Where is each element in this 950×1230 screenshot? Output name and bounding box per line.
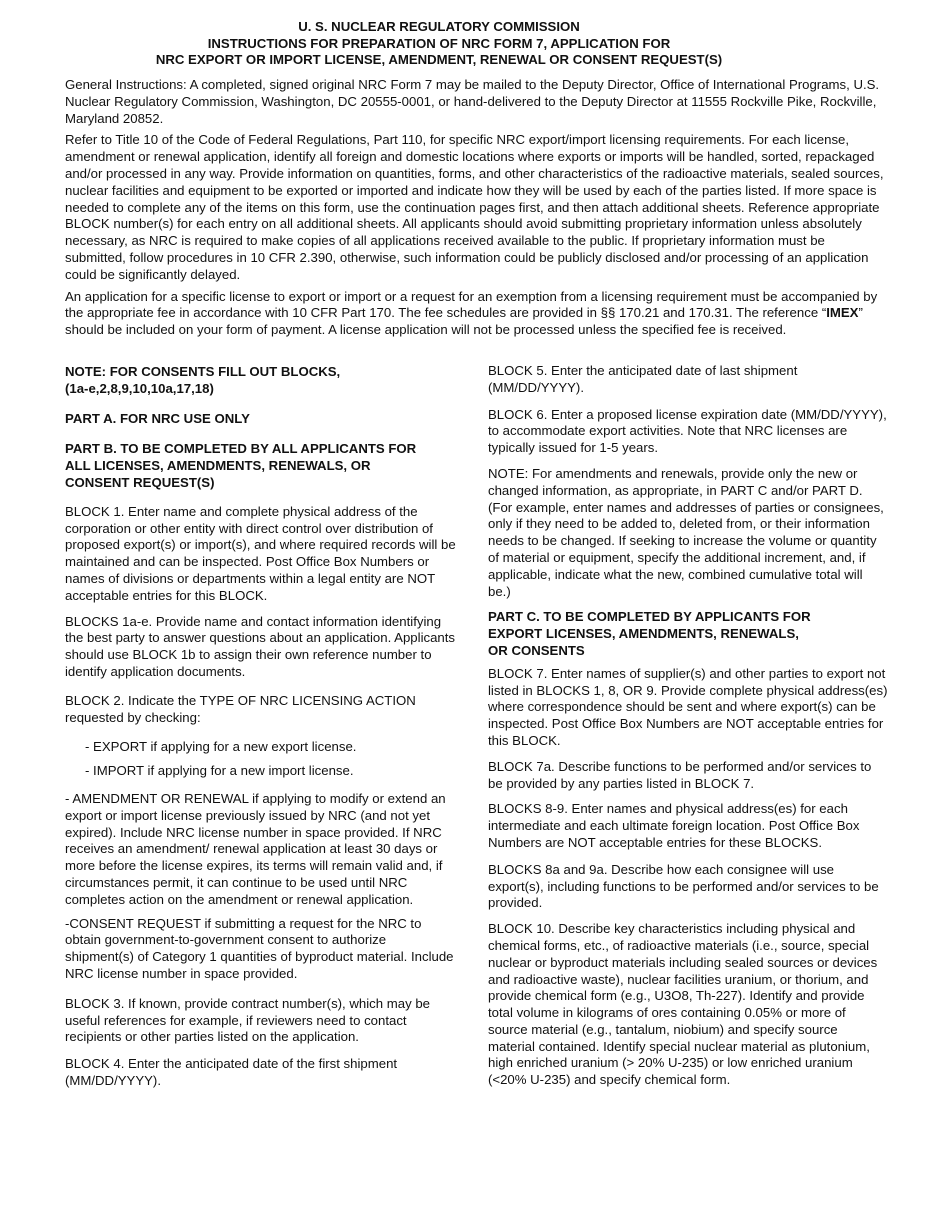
part-a-heading: PART A. FOR NRC USE ONLY xyxy=(65,410,250,426)
block-1: BLOCK 1. Enter name and complete physical address of the corporation or other entity with direct control over distribution of proposed export(s) or import(s), and where required records will be maintained and can be inspected. Post Office Box Numbers or names of divisions or departments within a legal entity are NOT acceptable entries for this BLOCK. xyxy=(65,503,456,603)
blocks-1a-e: BLOCKS 1a-e. Provide name and contact information identifying the best party to answer questions about an application. Applicants should use BLOCK 1b to assign their own reference number to identify application documents. xyxy=(65,613,456,679)
blocks-8a-9a: BLOCKS 8a and 9a. Describe how each consignee will use export(s), including functions to be performed and/or services to be provided. xyxy=(488,861,879,911)
block-2: BLOCK 2. Indicate the TYPE OF NRC LICENSING ACTION requested by checking: xyxy=(65,692,416,725)
right-column xyxy=(488,363,888,1089)
left-column xyxy=(65,363,457,1090)
import-option: - IMPORT if applying for a new import license. xyxy=(85,763,354,779)
amendment-renewal-option: - AMENDMENT OR RENEWAL if applying to modify or extend an export or import license previously issued by NRC (and not yet expired). Include NRC license number in space provided. If NRC receives an amendment/ renewal application at least 30 days or more before the license expires, its terms will remain valid and, if circumstances permit, it can continue to be used until NRC completes action on the amendment or renewal application. xyxy=(65,790,446,907)
block-10: BLOCK 10. Describe key characteristics including physical and chemical forms, etc., of radioactive materials (i.e., source, special nuclear or byproduct materials including sealed sources or devices and radioactive waste), nuclear facilities uranium, or thorium, and provide chemical form (e.g., U3O8, Th-227). Identify and provide total volume in kilograms of ores containing 0.05% or more of source material (e.g., tantalum, niobium) and specify source material contained. Identify special nuclear material as plutonium, high enriched uranium (> 20% U-235) or low enriched uranium (<20% U-235) and specify chemical form. xyxy=(488,921,878,1088)
imex-reference: IMEX xyxy=(826,305,859,321)
export-option: - EXPORT if applying for a new export license. xyxy=(85,739,357,755)
consent-request-option: -CONSENT REQUEST if submitting a request for the NRC to obtain government-to-government consent to authorize shipment(s) of Category 1 quantities of byproduct material. Include NRC license number in space provided. xyxy=(65,915,454,981)
block-6: BLOCK 6. Enter a proposed license expiration date (MM/DD/YYYY), to accommodate export activities. Note that NRC licenses are typically issued for 1-5 years. xyxy=(488,406,887,456)
form-subtitle: NRC EXPORT OR IMPORT LICENSE, AMENDMENT, RENEWAL OR CONSENT REQUEST(S) xyxy=(155,52,723,67)
block-3: BLOCK 3. If known, provide contract number(s), which may be useful references for example, if reviewers need to contact recipients or other parties listed on the application. xyxy=(65,995,431,1045)
refer-paragraph: Refer to Title 10 of the Code of Federal Regulations, Part 110, for specific NRC export/import licensing requirements. For each license, amendment or renewal application, identify all foreign and domestic locations where exports or imports will be handled, sorted, repackaged and/or processed in any way. Provide information on quantities, forms, and other characteristics of the radioactive materials, sealed sources, nuclear facilities and equipment to be exported or imported and indicate how they will be used by each of the parties listed. If more space is needed to complete any of the items on this form, use the continuation pages first, and then attach additional sheets. Reference appropriate BLOCK number(s) for each entry on all additional sheets. All applicants should avoid submitting proprietary information unless absolutely necessary, as NRC is required to make copies of all applications received available to the public. If proprietary information must be submitted, follow procedures in 10 CFR 2.390, otherwise, such information could be publicly disclosed and/or processing of an application could be significantly delayed. xyxy=(65,132,884,282)
agency-title: U. S. NUCLEAR REGULATORY COMMISSION xyxy=(298,19,580,34)
fee-paragraph xyxy=(65,289,885,339)
general-instructions: General Instructions: A completed, signed original NRC Form 7 may be mailed to the Deputy Director, Office of International Programs, U.S. Nuclear Regulatory Commission, Washington, DC 20555-0001, or hand-delivered to the Deputy Director at 11555 Rockville Pike, Rockville, Maryland 20852. xyxy=(65,77,880,126)
instructions-title: INSTRUCTIONS FOR PREPARATION OF NRC FORM 7, APPLICATION FOR xyxy=(207,35,671,51)
note-consents: NOTE: FOR CONSENTS FILL OUT BLOCKS, (1a-e,2,8,9,10,10a,17,18) xyxy=(65,364,341,396)
fee-text-1: An application for a specific license to export or import or a request for an exemption from a licensing requirement must be accompanied by the appropriate fee in accordance with 10 CFR Part 170. The fee schedules are provided in §§ 170.21 and 170.31. The reference “ xyxy=(65,288,878,321)
note-amendments: NOTE: For amendments and renewals, provide only the new or changed information, as appropriate, in PART C and/or PART D. (For example, enter names and addresses of parties or consignees, only if they need to be added to, deleted from, or their information needs to be changed. If seeking to increase the volume or quantity of material or equipment, specify the additional increment, and, if applicable, indicate what the new, combined cumulative total will be.) xyxy=(488,465,884,599)
blocks-8-9: BLOCKS 8-9. Enter names and physical address(es) for each intermediate and each ultimate foreign location. Post Office Box Numbers are NOT acceptable entries for these BLOCKS. xyxy=(488,801,860,850)
fee-text-2: ” should be included on your form of payment. A license application will not be processed unless the specified fee is received. xyxy=(65,305,863,338)
intro-section xyxy=(65,77,885,344)
block-7a: BLOCK 7a. Describe functions to be performed and/or services to be provided by any parties listed in BLOCK 7. xyxy=(488,758,872,791)
part-b-heading: PART B. TO BE COMPLETED BY ALL APPLICANTS FOR ALL LICENSES, AMENDMENTS, RENEWALS, OR CONSENT REQUEST(S) xyxy=(65,441,417,490)
block-7: BLOCK 7. Enter names of supplier(s) and other parties to export not listed in BLOCKS 1, 8, OR 9. Provide complete physical address(es) where correspondence should be sent and where export(s) can be inspected. Post Office Box Numbers are NOT acceptable entries for this BLOCK. xyxy=(488,665,888,748)
block-5: BLOCK 5. Enter the anticipated date of last shipment (MM/DD/YYYY). xyxy=(488,363,798,395)
document-header xyxy=(0,19,878,69)
block-4: BLOCK 4. Enter the anticipated date of the first shipment (MM/DD/YYYY). xyxy=(65,1056,398,1088)
part-c-heading: PART C. TO BE COMPLETED BY APPLICANTS FOR EXPORT LICENSES, AMENDMENTS, RENEWALS, OR CONSENTS xyxy=(488,609,811,658)
